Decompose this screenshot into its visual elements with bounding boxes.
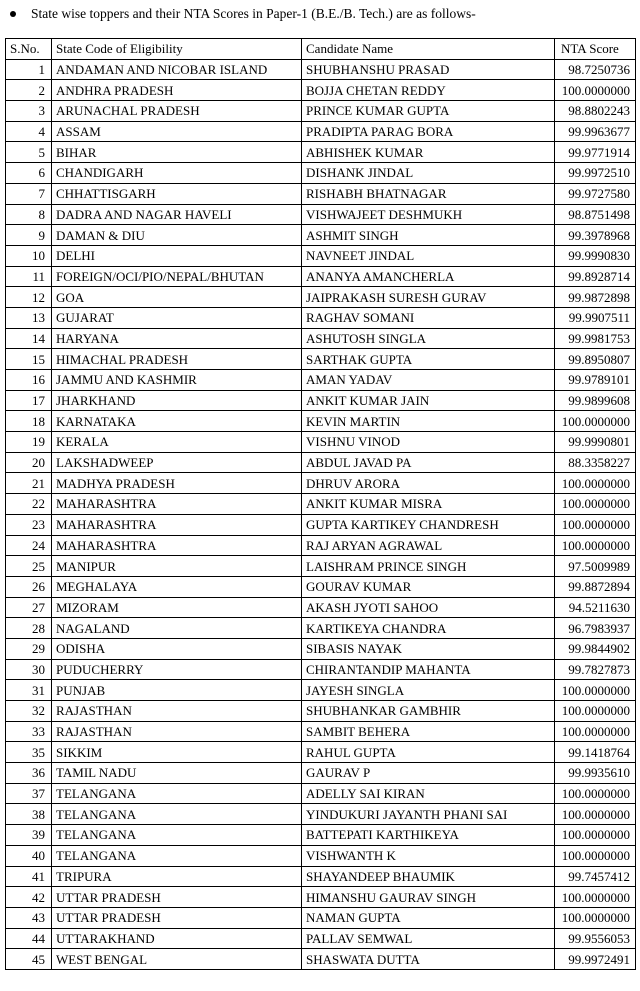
column-header-state: State Code of Eligibility bbox=[52, 39, 302, 60]
table-row bbox=[6, 225, 636, 246]
cell-candidate-name: RAHUL GUPTA bbox=[302, 742, 555, 763]
cell-candidate-name: SAMBIT BEHERA bbox=[302, 721, 555, 742]
cell-nta-score: 94.5211630 bbox=[555, 597, 636, 618]
table-row bbox=[6, 411, 636, 432]
cell-sno: 31 bbox=[6, 680, 52, 701]
cell-state: UTTAR PRADESH bbox=[52, 887, 302, 908]
cell-candidate-name: HIMANSHU GAURAV SINGH bbox=[302, 887, 555, 908]
cell-nta-score: 100.0000000 bbox=[555, 721, 636, 742]
cell-nta-score: 99.7457412 bbox=[555, 866, 636, 887]
cell-nta-score: 88.3358227 bbox=[555, 452, 636, 473]
table-row bbox=[6, 432, 636, 453]
cell-state: HARYANA bbox=[52, 328, 302, 349]
cell-candidate-name: RAGHAV SOMANI bbox=[302, 307, 555, 328]
cell-state: KARNATAKA bbox=[52, 411, 302, 432]
cell-candidate-name: BOJJA CHETAN REDDY bbox=[302, 80, 555, 101]
cell-nta-score: 99.9972510 bbox=[555, 163, 636, 184]
table-row bbox=[6, 887, 636, 908]
cell-state: RAJASTHAN bbox=[52, 721, 302, 742]
cell-candidate-name: GUPTA KARTIKEY CHANDRESH bbox=[302, 514, 555, 535]
cell-state: JAMMU AND KASHMIR bbox=[52, 370, 302, 391]
cell-sno: 35 bbox=[6, 742, 52, 763]
table-row bbox=[6, 514, 636, 535]
cell-sno: 3 bbox=[6, 101, 52, 122]
table-row bbox=[6, 576, 636, 597]
cell-nta-score: 99.9727580 bbox=[555, 183, 636, 204]
cell-sno: 32 bbox=[6, 701, 52, 722]
cell-nta-score: 100.0000000 bbox=[555, 907, 636, 928]
cell-nta-score: 99.8872894 bbox=[555, 576, 636, 597]
cell-sno: 37 bbox=[6, 783, 52, 804]
table-row bbox=[6, 287, 636, 308]
cell-candidate-name: GOURAV KUMAR bbox=[302, 576, 555, 597]
cell-state: TELANGANA bbox=[52, 783, 302, 804]
section-heading bbox=[10, 5, 476, 23]
cell-nta-score: 99.9990801 bbox=[555, 432, 636, 453]
cell-sno: 14 bbox=[6, 328, 52, 349]
cell-state: ASSAM bbox=[52, 121, 302, 142]
cell-sno: 44 bbox=[6, 928, 52, 949]
cell-state: PUNJAB bbox=[52, 680, 302, 701]
cell-sno: 23 bbox=[6, 514, 52, 535]
cell-state: HIMACHAL PRADESH bbox=[52, 349, 302, 370]
cell-sno: 1 bbox=[6, 59, 52, 80]
table-row bbox=[6, 163, 636, 184]
table-row bbox=[6, 907, 636, 928]
cell-sno: 8 bbox=[6, 204, 52, 225]
table-row bbox=[6, 721, 636, 742]
column-header-score: NTA Score bbox=[555, 39, 636, 60]
cell-state: LAKSHADWEEP bbox=[52, 452, 302, 473]
cell-state: BIHAR bbox=[52, 142, 302, 163]
cell-state: CHANDIGARH bbox=[52, 163, 302, 184]
cell-candidate-name: ABDUL JAVAD PA bbox=[302, 452, 555, 473]
cell-state: JHARKHAND bbox=[52, 390, 302, 411]
cell-nta-score: 100.0000000 bbox=[555, 804, 636, 825]
table-row bbox=[6, 245, 636, 266]
cell-candidate-name: GAURAV P bbox=[302, 763, 555, 784]
cell-candidate-name: PALLAV SEMWAL bbox=[302, 928, 555, 949]
cell-nta-score: 100.0000000 bbox=[555, 535, 636, 556]
table-row bbox=[6, 535, 636, 556]
cell-sno: 13 bbox=[6, 307, 52, 328]
cell-nta-score: 99.3978968 bbox=[555, 225, 636, 246]
cell-state: GOA bbox=[52, 287, 302, 308]
column-header-sno: S.No. bbox=[6, 39, 52, 60]
cell-nta-score: 99.9972491 bbox=[555, 949, 636, 970]
cell-nta-score: 100.0000000 bbox=[555, 701, 636, 722]
cell-state: MAHARASHTRA bbox=[52, 514, 302, 535]
cell-candidate-name: DISHANK JINDAL bbox=[302, 163, 555, 184]
cell-sno: 39 bbox=[6, 825, 52, 846]
cell-candidate-name: PRINCE KUMAR GUPTA bbox=[302, 101, 555, 122]
table-row bbox=[6, 121, 636, 142]
cell-state: SIKKIM bbox=[52, 742, 302, 763]
cell-state: NAGALAND bbox=[52, 618, 302, 639]
cell-nta-score: 99.9872898 bbox=[555, 287, 636, 308]
cell-state: MANIPUR bbox=[52, 556, 302, 577]
cell-candidate-name: ANKIT KUMAR JAIN bbox=[302, 390, 555, 411]
column-header-name: Candidate Name bbox=[302, 39, 555, 60]
cell-candidate-name: ANKIT KUMAR MISRA bbox=[302, 494, 555, 515]
cell-sno: 21 bbox=[6, 473, 52, 494]
cell-nta-score: 99.1418764 bbox=[555, 742, 636, 763]
cell-state: TELANGANA bbox=[52, 845, 302, 866]
table-row bbox=[6, 845, 636, 866]
cell-sno: 42 bbox=[6, 887, 52, 908]
table-row bbox=[6, 618, 636, 639]
cell-nta-score: 99.9963677 bbox=[555, 121, 636, 142]
cell-nta-score: 100.0000000 bbox=[555, 783, 636, 804]
cell-candidate-name: KARTIKEYA CHANDRA bbox=[302, 618, 555, 639]
cell-state: MAHARASHTRA bbox=[52, 494, 302, 515]
table-row bbox=[6, 949, 636, 970]
cell-candidate-name: RAJ ARYAN AGRAWAL bbox=[302, 535, 555, 556]
table-row bbox=[6, 783, 636, 804]
table-row bbox=[6, 59, 636, 80]
cell-state: MADHYA PRADESH bbox=[52, 473, 302, 494]
cell-state: PUDUCHERRY bbox=[52, 659, 302, 680]
cell-sno: 28 bbox=[6, 618, 52, 639]
cell-sno: 24 bbox=[6, 535, 52, 556]
cell-state: DADRA AND NAGAR HAVELI bbox=[52, 204, 302, 225]
cell-state: CHHATTISGARH bbox=[52, 183, 302, 204]
table-row bbox=[6, 825, 636, 846]
cell-nta-score: 100.0000000 bbox=[555, 887, 636, 908]
table-row bbox=[6, 390, 636, 411]
cell-sno: 25 bbox=[6, 556, 52, 577]
cell-nta-score: 96.7983937 bbox=[555, 618, 636, 639]
table-row bbox=[6, 597, 636, 618]
cell-candidate-name: VISHWAJEET DESHMUKH bbox=[302, 204, 555, 225]
cell-candidate-name: CHIRANTANDIP MAHANTA bbox=[302, 659, 555, 680]
bullet-icon bbox=[10, 11, 16, 17]
cell-nta-score: 99.9556053 bbox=[555, 928, 636, 949]
table-row bbox=[6, 307, 636, 328]
cell-candidate-name: AKASH JYOTI SAHOO bbox=[302, 597, 555, 618]
cell-candidate-name: VISHWANTH K bbox=[302, 845, 555, 866]
cell-state: WEST BENGAL bbox=[52, 949, 302, 970]
cell-sno: 17 bbox=[6, 390, 52, 411]
cell-nta-score: 99.9899608 bbox=[555, 390, 636, 411]
cell-candidate-name: KEVIN MARTIN bbox=[302, 411, 555, 432]
table-row bbox=[6, 266, 636, 287]
cell-sno: 9 bbox=[6, 225, 52, 246]
cell-sno: 43 bbox=[6, 907, 52, 928]
cell-sno: 18 bbox=[6, 411, 52, 432]
cell-candidate-name: DHRUV ARORA bbox=[302, 473, 555, 494]
cell-sno: 22 bbox=[6, 494, 52, 515]
cell-candidate-name: YINDUKURI JAYANTH PHANI SAI bbox=[302, 804, 555, 825]
cell-sno: 45 bbox=[6, 949, 52, 970]
cell-state: ODISHA bbox=[52, 638, 302, 659]
cell-nta-score: 100.0000000 bbox=[555, 825, 636, 846]
cell-nta-score: 99.7827873 bbox=[555, 659, 636, 680]
cell-nta-score: 100.0000000 bbox=[555, 845, 636, 866]
cell-state: TRIPURA bbox=[52, 866, 302, 887]
cell-state: DAMAN & DIU bbox=[52, 225, 302, 246]
cell-nta-score: 99.8928714 bbox=[555, 266, 636, 287]
cell-sno: 11 bbox=[6, 266, 52, 287]
table-row bbox=[6, 204, 636, 225]
table-row bbox=[6, 370, 636, 391]
cell-state: KERALA bbox=[52, 432, 302, 453]
cell-nta-score: 100.0000000 bbox=[555, 473, 636, 494]
cell-candidate-name: JAIPRAKASH SURESH GURAV bbox=[302, 287, 555, 308]
cell-state: ANDHRA PRADESH bbox=[52, 80, 302, 101]
cell-sno: 30 bbox=[6, 659, 52, 680]
cell-candidate-name: SHASWATA DUTTA bbox=[302, 949, 555, 970]
cell-sno: 16 bbox=[6, 370, 52, 391]
cell-sno: 2 bbox=[6, 80, 52, 101]
cell-candidate-name: AMAN YADAV bbox=[302, 370, 555, 391]
cell-sno: 4 bbox=[6, 121, 52, 142]
toppers-table bbox=[5, 38, 636, 970]
cell-sno: 36 bbox=[6, 763, 52, 784]
cell-nta-score: 99.9907511 bbox=[555, 307, 636, 328]
table-row bbox=[6, 101, 636, 122]
cell-sno: 41 bbox=[6, 866, 52, 887]
cell-state: GUJARAT bbox=[52, 307, 302, 328]
cell-sno: 29 bbox=[6, 638, 52, 659]
table-row bbox=[6, 349, 636, 370]
table-row bbox=[6, 80, 636, 101]
cell-candidate-name: PRADIPTA PARAG BORA bbox=[302, 121, 555, 142]
table-row bbox=[6, 659, 636, 680]
cell-state: TELANGANA bbox=[52, 825, 302, 846]
table-row bbox=[6, 928, 636, 949]
cell-nta-score: 98.7250736 bbox=[555, 59, 636, 80]
table-row bbox=[6, 638, 636, 659]
cell-nta-score: 99.9844902 bbox=[555, 638, 636, 659]
cell-nta-score: 99.9771914 bbox=[555, 142, 636, 163]
table-row bbox=[6, 328, 636, 349]
cell-state: RAJASTHAN bbox=[52, 701, 302, 722]
cell-state: MAHARASHTRA bbox=[52, 535, 302, 556]
cell-candidate-name: RISHABH BHATNAGAR bbox=[302, 183, 555, 204]
cell-nta-score: 100.0000000 bbox=[555, 494, 636, 515]
heading-text: State wise toppers and their NTA Scores in Paper-1 (B.E./B. Tech.) are as follows- bbox=[31, 6, 476, 21]
cell-candidate-name: SHAYANDEEP BHAUMIK bbox=[302, 866, 555, 887]
table-row bbox=[6, 452, 636, 473]
table-row bbox=[6, 473, 636, 494]
cell-nta-score: 100.0000000 bbox=[555, 680, 636, 701]
table-row bbox=[6, 763, 636, 784]
cell-candidate-name: ADELLY SAI KIRAN bbox=[302, 783, 555, 804]
cell-state: MEGHALAYA bbox=[52, 576, 302, 597]
cell-nta-score: 99.9981753 bbox=[555, 328, 636, 349]
cell-sno: 5 bbox=[6, 142, 52, 163]
cell-state: TELANGANA bbox=[52, 804, 302, 825]
cell-state: ANDAMAN AND NICOBAR ISLAND bbox=[52, 59, 302, 80]
cell-nta-score: 98.8802243 bbox=[555, 101, 636, 122]
cell-sno: 20 bbox=[6, 452, 52, 473]
table-row bbox=[6, 142, 636, 163]
cell-nta-score: 99.8950807 bbox=[555, 349, 636, 370]
table-row bbox=[6, 742, 636, 763]
cell-sno: 6 bbox=[6, 163, 52, 184]
cell-nta-score: 100.0000000 bbox=[555, 80, 636, 101]
cell-candidate-name: NAVNEET JINDAL bbox=[302, 245, 555, 266]
cell-candidate-name: JAYESH SINGLA bbox=[302, 680, 555, 701]
cell-sno: 38 bbox=[6, 804, 52, 825]
cell-nta-score: 100.0000000 bbox=[555, 514, 636, 535]
cell-state: ARUNACHAL PRADESH bbox=[52, 101, 302, 122]
table-row bbox=[6, 494, 636, 515]
cell-candidate-name: NAMAN GUPTA bbox=[302, 907, 555, 928]
cell-nta-score: 98.8751498 bbox=[555, 204, 636, 225]
cell-sno: 7 bbox=[6, 183, 52, 204]
cell-sno: 27 bbox=[6, 597, 52, 618]
cell-state: FOREIGN/OCI/PIO/NEPAL/BHUTAN bbox=[52, 266, 302, 287]
cell-candidate-name: SARTHAK GUPTA bbox=[302, 349, 555, 370]
cell-candidate-name: LAISHRAM PRINCE SINGH bbox=[302, 556, 555, 577]
cell-candidate-name: VISHNU VINOD bbox=[302, 432, 555, 453]
table-row bbox=[6, 183, 636, 204]
cell-sno: 12 bbox=[6, 287, 52, 308]
cell-sno: 19 bbox=[6, 432, 52, 453]
cell-candidate-name: SHUBHANSHU PRASAD bbox=[302, 59, 555, 80]
table-body bbox=[6, 59, 636, 969]
table-row bbox=[6, 804, 636, 825]
cell-candidate-name: SIBASIS NAYAK bbox=[302, 638, 555, 659]
cell-state: DELHI bbox=[52, 245, 302, 266]
cell-candidate-name: ANANYA AMANCHERLA bbox=[302, 266, 555, 287]
cell-candidate-name: ASHMIT SINGH bbox=[302, 225, 555, 246]
cell-candidate-name: SHUBHANKAR GAMBHIR bbox=[302, 701, 555, 722]
cell-nta-score: 99.9935610 bbox=[555, 763, 636, 784]
table-header-row bbox=[6, 39, 636, 60]
cell-nta-score: 99.9789101 bbox=[555, 370, 636, 391]
cell-state: TAMIL NADU bbox=[52, 763, 302, 784]
cell-candidate-name: ABHISHEK KUMAR bbox=[302, 142, 555, 163]
cell-nta-score: 100.0000000 bbox=[555, 411, 636, 432]
cell-nta-score: 99.9990830 bbox=[555, 245, 636, 266]
cell-candidate-name: ASHUTOSH SINGLA bbox=[302, 328, 555, 349]
table-row bbox=[6, 556, 636, 577]
cell-sno: 26 bbox=[6, 576, 52, 597]
cell-sno: 15 bbox=[6, 349, 52, 370]
cell-state: UTTARAKHAND bbox=[52, 928, 302, 949]
cell-sno: 40 bbox=[6, 845, 52, 866]
table-row bbox=[6, 680, 636, 701]
cell-state: UTTAR PRADESH bbox=[52, 907, 302, 928]
cell-sno: 10 bbox=[6, 245, 52, 266]
cell-nta-score: 97.5009989 bbox=[555, 556, 636, 577]
cell-sno: 33 bbox=[6, 721, 52, 742]
table-row bbox=[6, 866, 636, 887]
cell-candidate-name: BATTEPATI KARTHIKEYA bbox=[302, 825, 555, 846]
table-row bbox=[6, 701, 636, 722]
cell-state: MIZORAM bbox=[52, 597, 302, 618]
